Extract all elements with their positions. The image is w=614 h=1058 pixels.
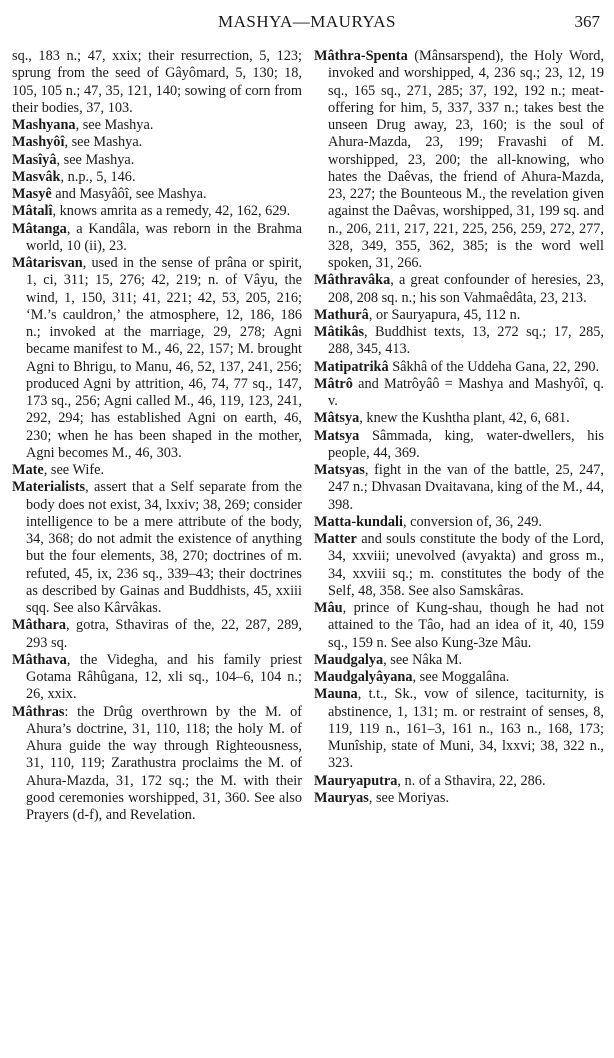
index-entry bbox=[314, 462, 604, 514]
entry-headword: Mauna bbox=[314, 686, 358, 703]
entry-body: , or Sauryapura, 45, 112 n. bbox=[368, 306, 521, 323]
entry-headword: Mâthra-Spenta bbox=[314, 48, 408, 64]
entry-body: : the Drûg overthrown by the M. of Ahura’s doctrine, 31, 110, 118; the holy M. of Ahura guide the way through Righteousness, 31, 110, 119; Zarathustra proclaims the M. of Ahura-Mazda, 31, 172 sq.; the M. with their good ceremonies worshipped, 31, 360. See also Prayers (d-f), and Revelation. bbox=[26, 703, 302, 823]
index-entry bbox=[314, 410, 604, 427]
entry-headword: Mâtikâs bbox=[314, 324, 365, 340]
index-entry bbox=[314, 514, 604, 531]
index-entry bbox=[314, 652, 604, 669]
entry-body: , see Mashya. bbox=[56, 151, 135, 168]
index-entry bbox=[12, 48, 302, 117]
entry-body: , used in the sense of prâna or spirit, 1, ci, 311; 15, 276; 42, 219; n. of Vâyu, the wind, 1, 150, 311; 41, 221; 42, 53, 205, 216; ‘M.’s cauldron,’ the atmosphere, 12, 186, 186 n.; invoked at the marriage, 29, 278; Agni became manifest to M., 46, 22, 157; M. brought Agni to Bhrigu, to Manu, 46, 52, 137, 241, 256; produced Agni by attrition, 46, 74, 77 sq., 147, 173 sq., 256; Agni called M., 46, 119, 123, 241, 292, 294; has established Agni on earth, 46, 230; when he has been shaped in the mother, Agni becomes M., 46, 303. bbox=[26, 255, 302, 461]
entry-body: , see Moriyas. bbox=[368, 789, 450, 806]
entry-headword: Mâtanga bbox=[12, 220, 67, 237]
entry-headword: Mathurâ bbox=[314, 306, 369, 323]
entry-headword: Maudgalya bbox=[314, 651, 384, 668]
entry-body: , fight in the van of the battle, 25, 247, 247 n.; Dhvasan Dvaitavana, king of the M., 44, 398. bbox=[328, 462, 604, 513]
entry-body: , conversion of, 36, 249. bbox=[402, 513, 542, 530]
index-entry bbox=[314, 790, 604, 807]
entry-body: and Matrôyâô = Mashya and Mashyôî, q. v. bbox=[328, 375, 604, 409]
entry-headword: Mâtalî bbox=[12, 203, 53, 220]
index-entry bbox=[12, 255, 302, 462]
entry-headword: Mâthava bbox=[12, 651, 67, 668]
index-entry bbox=[314, 359, 604, 376]
entry-headword: Matter bbox=[314, 531, 357, 547]
index-entry bbox=[314, 376, 604, 411]
index-entry bbox=[12, 479, 302, 617]
index-columns bbox=[12, 48, 604, 1048]
entry-headword: Mâtarisvan bbox=[12, 255, 83, 271]
entry-body: , n.p., 5, 146. bbox=[60, 168, 136, 185]
index-entry bbox=[314, 324, 604, 359]
index-entry bbox=[314, 48, 604, 272]
entry-body: , a great confounder of heresies, 23, 208, 208 sq. n.; his son Vahmaêdâta, 23, 213. bbox=[328, 272, 604, 306]
entry-headword: Mâtsya bbox=[314, 410, 360, 427]
entry-headword: Matsya bbox=[314, 427, 360, 444]
entry-headword: Matta-kundali bbox=[314, 513, 403, 530]
entry-body: , t.t., Sk., vow of silence, taciturnity, is abstinence, 1, 131; m. or restraint of senses, 8, 119, 119 n., 161–3, 161 n., 163 n., 168, 173; Munîship, state of Muni, 34, lxxvi; 38, 322 n., 323. bbox=[328, 686, 604, 772]
index-entry bbox=[12, 704, 302, 825]
entry-headword: Mashyôî bbox=[12, 134, 65, 151]
entry-headword: Mâthravâka bbox=[314, 272, 391, 289]
entry-body: , see Mashya. bbox=[75, 117, 154, 133]
index-entry bbox=[314, 669, 604, 686]
index-entry bbox=[314, 307, 604, 324]
entry-body: Sâkhâ of the Uddeha Gana, 22, 290. bbox=[388, 358, 600, 375]
entry-headword: Masvâk bbox=[12, 168, 61, 185]
index-entry bbox=[12, 652, 302, 704]
entry-body: , Buddhist texts, 13, 272 sq.; 17, 285, 288, 345, 413. bbox=[328, 324, 604, 358]
entry-headword: Mâtrô bbox=[314, 375, 353, 392]
index-entry bbox=[12, 221, 302, 256]
index-entry bbox=[12, 152, 302, 169]
entry-headword: Masyê bbox=[12, 186, 52, 202]
index-entry bbox=[314, 600, 604, 652]
index-entry bbox=[12, 617, 302, 652]
entry-body: , n. of a Sthavira, 22, 286. bbox=[397, 772, 546, 789]
index-entry bbox=[314, 686, 604, 772]
left-column bbox=[12, 48, 302, 1048]
index-entry bbox=[12, 462, 302, 479]
entry-body: , a Kandâla, was reborn in the Brahma world, 10 (ii), 23. bbox=[26, 220, 302, 254]
index-entry bbox=[314, 531, 604, 600]
entry-headword: Mâthras bbox=[12, 703, 65, 720]
entry-headword: Matipatrikâ bbox=[314, 358, 389, 375]
entry-body: , the Videgha, and his family priest Gotama Râhûgana, 12, xli sq., 104–6, 104 n.; 26, xxix. bbox=[26, 651, 302, 703]
entry-body: , knew the Kushtha plant, 42, 6, 681. bbox=[359, 410, 570, 427]
index-entry bbox=[12, 169, 302, 186]
index-entry bbox=[314, 773, 604, 790]
entry-body: and souls constitute the body of the Lord, 34, xxviii; unevolved (avyakta) and gross m., 34, xxviii sq.; m. constitutes the body of the Self, 48, 358. See also Samskâras. bbox=[328, 531, 604, 599]
entry-body: sq., 183 n.; 47, xxix; their resurrection, 5, 123; sprung from the seed of Gâyômard, 5, 130; 18, 105, 105 n.; 47, 35, 121, 140; sowing of corn from their bodies, 37, 103. bbox=[12, 48, 302, 116]
entry-body: and Masyâôî, see Mashya. bbox=[51, 186, 207, 202]
entry-headword: Mashyana bbox=[12, 117, 76, 133]
entry-headword: Mâthara bbox=[12, 617, 66, 634]
entry-body: , gotra, Sthaviras of the, 22, 287, 289, 293 sq. bbox=[26, 617, 302, 651]
entry-body: , prince of Kung-shau, though he had not attained to the Tâo, had an idea of it, 40, 159 sq., 159 n. See also Kung-3ze Mâu. bbox=[328, 600, 604, 651]
page-number: 367 bbox=[574, 12, 600, 31]
index-entry bbox=[12, 186, 302, 203]
entry-headword: Maudgalyâyana bbox=[314, 669, 413, 685]
index-entry bbox=[314, 272, 604, 307]
entry-headword: Matsyas bbox=[314, 462, 365, 478]
index-entry bbox=[314, 428, 604, 463]
right-column bbox=[314, 48, 604, 1048]
entry-headword: Mate bbox=[12, 462, 44, 478]
page-header bbox=[14, 12, 600, 40]
entry-body: Sâmmada, king, water-dwellers, his people, 44, 369. bbox=[328, 427, 604, 461]
entry-headword: Mauryaputra bbox=[314, 772, 398, 789]
entry-headword: Materialists bbox=[12, 479, 86, 496]
entry-headword: Mauryas bbox=[314, 789, 369, 806]
entry-headword: Mâu bbox=[314, 600, 343, 616]
entry-body: , see Mashya. bbox=[64, 134, 143, 151]
entry-body: (Mânsarspend), the Holy Word, invoked and worshipped, 4, 236 sq.; 23, 12, 19 sq., 165 sq., 271, 285; 37, 192, 192 n.; meat-offering for him, 5, 337, 337 n.; takes best the unseen Drug away, 23, 160; is the soul of Ahura-Mazda, 23, 199; Fravashi of M. worshipped, 23, 200; the all-knowing, who hates the Daêvas, the friend of Ahura-Mazda, 23, 227; the Bounteous M., the revelation given against the Daêvas, worshipped, 31, 199 sq. and n., 206, 211, 217, 221, 225, 256, 259, 272, 277, 328, 349, 355, 362, 385; is the word well spoken, 31, 266. bbox=[328, 48, 604, 271]
index-entry bbox=[12, 117, 302, 134]
entry-body: , see Wife. bbox=[43, 462, 105, 478]
entry-body: , see Nâka M. bbox=[383, 651, 463, 668]
index-entry bbox=[12, 203, 302, 220]
entry-body: , assert that a Self separate from the body does not exist, 34, lxxiv; 38, 269; consider intelligence to be a mere attribute of the body, 34, 368; do not admit the existence of anything but the four elements, 38, 270; doctrines of m. refuted, 45, ix, 236 sq., 339–43; their doctrines as described by Gainas and Buddhists, 45, xxiii sqq. See also Kârvâkas. bbox=[26, 479, 302, 616]
index-entry bbox=[12, 134, 302, 151]
running-title: MASHYA—MAURYAS bbox=[218, 12, 396, 31]
entry-headword: Masîyâ bbox=[12, 151, 57, 168]
entry-body: , knows amrita as a remedy, 42, 162, 629. bbox=[52, 203, 291, 220]
entry-body: , see Moggalâna. bbox=[412, 669, 510, 685]
